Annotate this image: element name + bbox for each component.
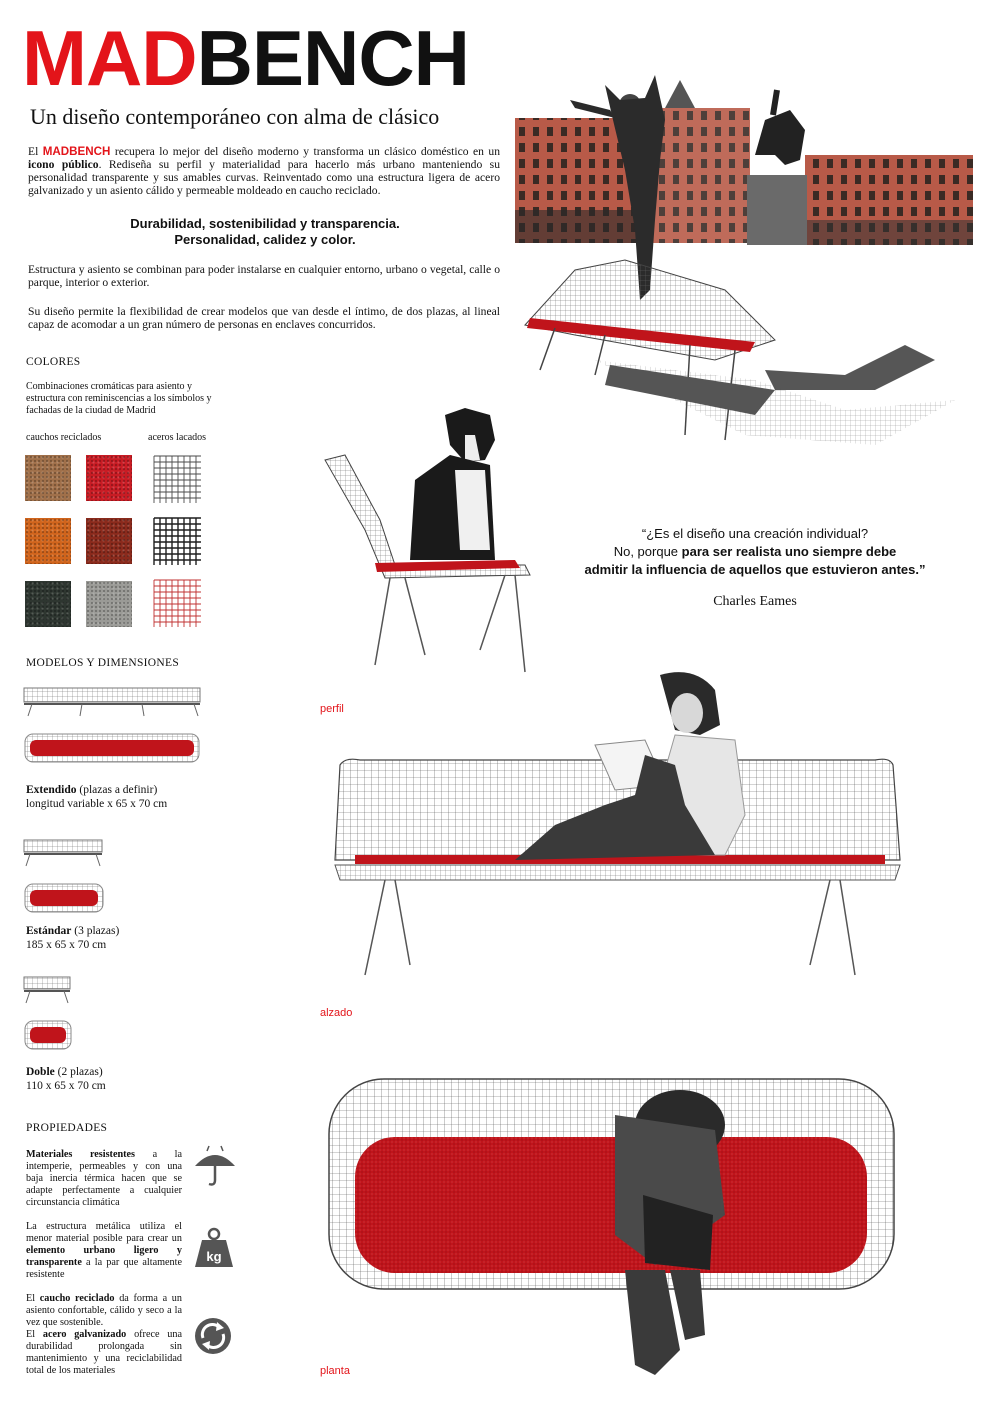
rubber-swatch (25, 455, 71, 501)
model-doble: Doble (2 plazas) 110 x 65 x 70 cm (26, 1066, 106, 1092)
tagline-line-1: Durabilidad, sostenibilidad y transparencia. (130, 216, 400, 231)
steel-column-label: aceros lacados (148, 432, 207, 443)
model-extendido: Extendido (plazas a definir) longitud variable x 65 x 70 cm (26, 784, 168, 810)
umbrella-icon (192, 1142, 238, 1188)
tagline (30, 216, 500, 248)
colores-description: Combinaciones cromáticas para asiento y estructura con reminiscencias a los símbolos y fachadas de la ciudad de Madrid (26, 381, 212, 416)
intro-paragraph-1: El MADBENCH recupera lo mejor del diseño moderno y transforma un clásico doméstico en un icono público. Rediseña su perfil y materialidad para hacerlo más urbano manteniendo su personalidad transparente y sus amables curvas. Reinventado como una estructura ligera de acero galvanizado y un asiento cálido y permeable moldeado en caucho reciclado. (28, 145, 500, 197)
rubber-swatch (25, 581, 71, 627)
steel-mesh-swatch (153, 579, 201, 627)
alzado-bench-with-woman-image (315, 665, 905, 985)
title-red-part: MAD (22, 14, 197, 102)
property-light-structure: La estructura metálica utiliza el menor material posible para crear un elemento urbano ligero y transparente a la par que altamente resistente (26, 1221, 182, 1280)
modelos-heading: MODELOS Y DIMENSIONES (26, 657, 180, 669)
propiedades-heading: PROPIEDADES (26, 1122, 108, 1134)
rubber-swatch (25, 518, 71, 564)
steel-mesh-swatch (153, 455, 201, 503)
rubber-swatch (86, 455, 132, 501)
rubber-swatch (86, 581, 132, 627)
colores-heading: COLORES (26, 356, 81, 368)
perfil-chair-with-dog-image (315, 400, 555, 680)
kg-label: kg (206, 1249, 222, 1264)
property-resistant-materials: Materiales resistentes a la intemperie, permeables y con una baja inercia térmica hacen que se adapte perfectamente a cualquier circunstancia climática (26, 1149, 182, 1208)
steel-mesh-swatch (153, 517, 201, 565)
quote-author: Charles Eames (713, 594, 797, 609)
planta-bench-with-man-image (325, 1075, 900, 1385)
brand-name: MADBENCH (42, 145, 111, 158)
view-label-alzado: alzado (320, 1007, 353, 1019)
recycle-icon (193, 1316, 233, 1356)
model-estandar: Estándar (3 plazas) 185 x 65 x 70 cm (26, 925, 120, 951)
man-from-above (615, 1090, 725, 1375)
dog (410, 408, 495, 560)
hero-bench (525, 260, 955, 445)
man-shadow (765, 345, 935, 390)
title-black-part: BENCH (196, 14, 469, 102)
intro-paragraph-2: Estructura y asiento se combinan para poder instalarse en cualquier entorno, urbano o vegetal, calle o parque, interior o exterior. (28, 263, 500, 289)
rubber-column-label: cauchos reciclados (26, 432, 102, 443)
eames-quote: “¿Es el diseño una creación individual? No, porque para ser realista uno siempre debe admitir la influencia de aquellos que estuvieron antes.” (584, 526, 926, 577)
page-title (22, 14, 469, 102)
estandar-model-drawings (22, 836, 107, 916)
statue-pedestal (747, 175, 807, 245)
view-label-planta: planta (320, 1365, 350, 1377)
weight-kg-icon (193, 1227, 235, 1269)
hero-collage-image (515, 60, 975, 445)
intro-paragraph-3: Su diseño permite la flexibilidad de crear modelos que van desde el íntimo, de dos plazas, al lineal capaz de acomodar a un gran número de personas en enclaves concurridos. (28, 305, 500, 331)
page-subtitle: Un diseño contemporáneo con alma de clásico (30, 104, 440, 129)
doble-model-drawings (22, 973, 74, 1053)
equestrian-statue (755, 110, 805, 165)
rubber-swatch (86, 518, 132, 564)
property-recycled: El caucho reciclado da forma a un asiento confortable, cálido y seco a la vez que sostenible. El acero galvanizado ofrece una durabilidad prolongada sin mantenimiento y una reciclabilidad total de los materiales (26, 1293, 182, 1376)
tagline-line-2: Personalidad, calidez y color. (174, 232, 356, 247)
extendido-model-drawings (22, 686, 204, 768)
view-label-perfil: perfil (320, 703, 344, 715)
